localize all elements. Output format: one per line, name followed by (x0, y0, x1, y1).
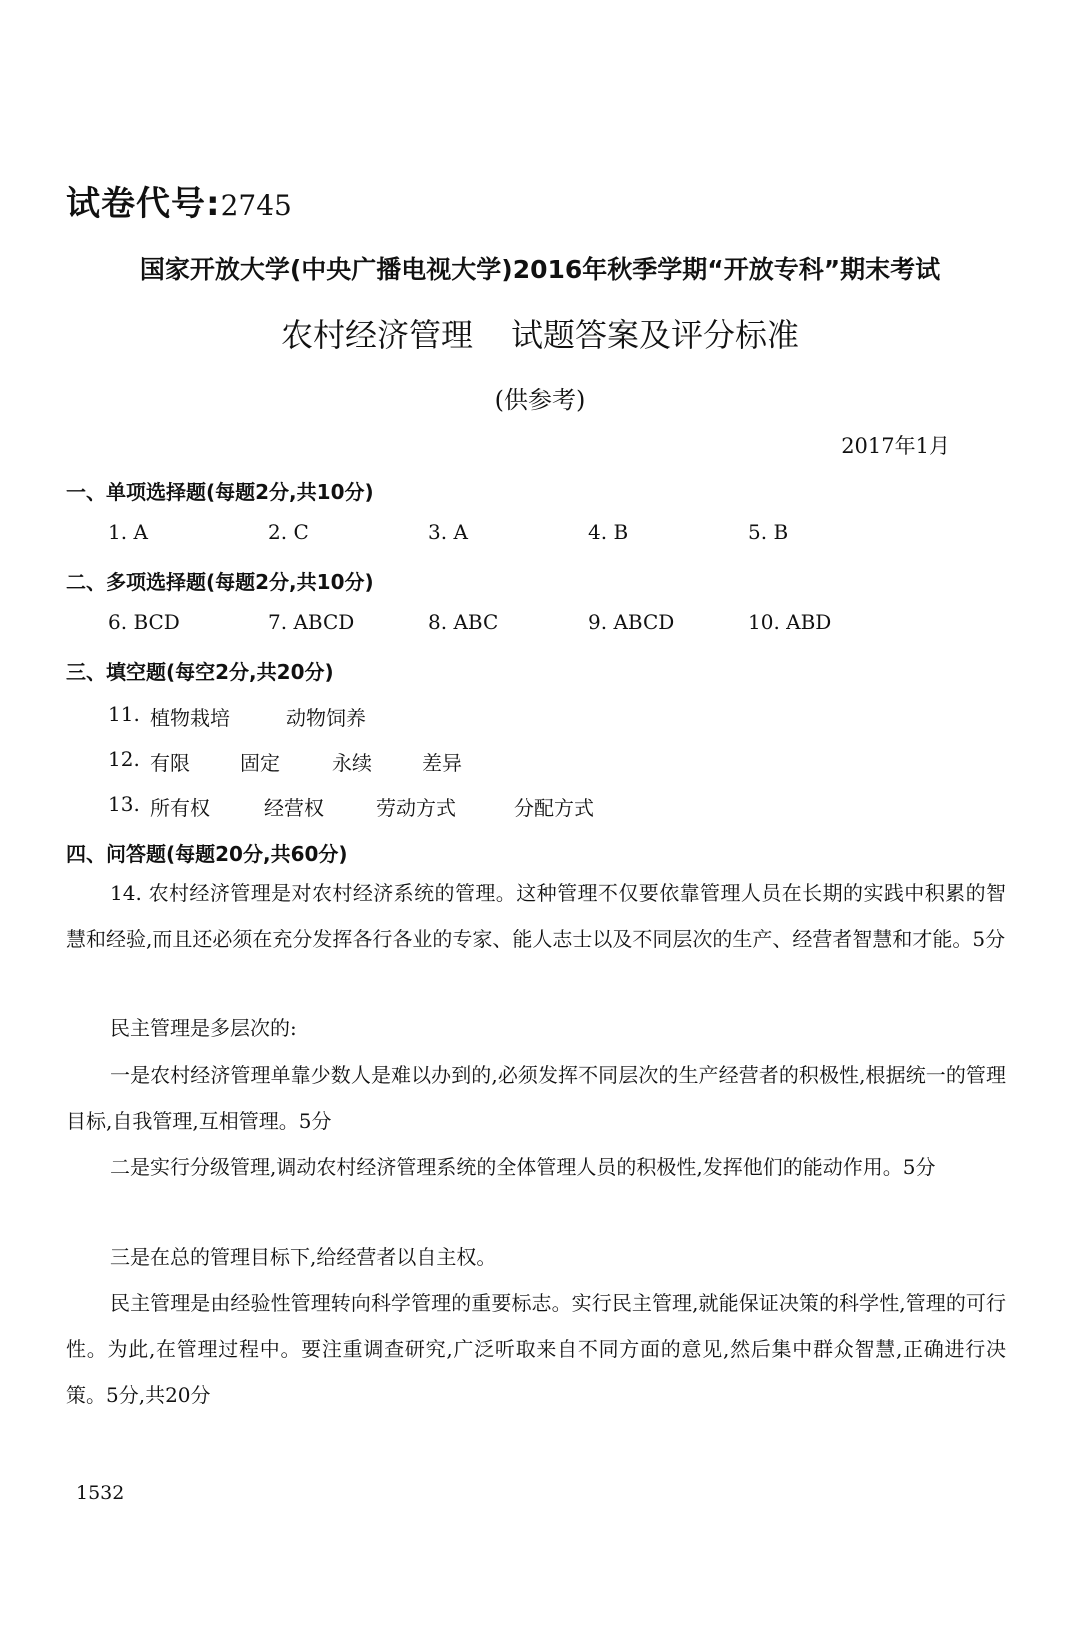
exam-date: 2017年1月 (841, 434, 950, 458)
section-heading-single-choice: 一、单项选择题(每题2分,共10分) (66, 480, 374, 504)
answer-item: 1. A (108, 520, 148, 544)
answer-item: 8. ABC (428, 610, 499, 634)
exam-title: 国家开放大学(中央广播电视大学)2016年秋季学期“开放专科”期末考试 (139, 255, 941, 284)
fill-answer: 劳动方式 (376, 796, 456, 820)
answer-item: 4. B (588, 520, 629, 544)
subject-name: 农村经济管理 (280, 316, 473, 354)
answer-item: 5. B (748, 520, 789, 544)
fill-answer: 动物饲养 (286, 706, 366, 730)
fill-answer: 所有权 (150, 796, 210, 820)
fill-question-number: 11. (108, 702, 140, 726)
essay-paragraph: 一是农村经济管理单靠少数人是难以办到的,必须发挥不同层次的生产经营者的积极性,根据统一的管理目标,自我管理,互相管理。5分 (66, 1063, 1006, 1133)
paper-code (66, 176, 292, 225)
essay-paragraph: 14. 农村经济管理是对农村经济系统的管理。这种管理不仅要依靠管理人员在长期的实践中积累的智慧和经验,而且还必须在充分发挥各行各业的专家、能人志士以及不同层次的生产、经营者智慧和才能。5分 (66, 881, 1006, 951)
essay-paragraph: 二是实行分级管理,调动农村经济管理系统的全体管理人员的积极性,发挥他们的能动作用。5分 (110, 1155, 936, 1179)
fill-answer: 差异 (422, 751, 462, 775)
essay-paragraph: 民主管理是多层次的: (110, 1016, 297, 1040)
section-heading-multiple-choice: 二、多项选择题(每题2分,共10分) (66, 570, 374, 594)
answer-item: 7. ABCD (268, 610, 355, 634)
answer-item: 3. A (428, 520, 468, 544)
fill-answer: 分配方式 (514, 796, 594, 820)
fill-answer: 永续 (332, 751, 372, 775)
fill-question-number: 13. (108, 792, 140, 816)
fill-answer: 有限 (150, 751, 190, 775)
fill-answer: 经营权 (264, 796, 324, 820)
answer-item: 10. ABD (748, 610, 832, 634)
subject-title (0, 310, 1080, 356)
essay-paragraph: 三是在总的管理目标下,给经营者以自主权。 (110, 1245, 497, 1269)
fill-question-number: 12. (108, 747, 140, 771)
paper-code-label: 试卷代号: (66, 184, 221, 224)
answer-item: 9. ABCD (588, 610, 675, 634)
answer-item: 2. C (268, 520, 309, 544)
essay-paragraph: 民主管理是由经验性管理转向科学管理的重要标志。实行民主管理,就能保证决策的科学性,管理的可行性。为此,在管理过程中。要注重调查研究,广泛听取来自不同方面的意见,然后集中群众智慧,正确进行决策。5分,共20分 (66, 1291, 1006, 1407)
section-heading-essay: 四、问答题(每题20分,共60分) (66, 842, 348, 866)
page-number: 1532 (76, 1482, 125, 1504)
section-heading-fill-blank: 三、填空题(每空2分,共20分) (66, 660, 334, 684)
document-type: 试题答案及评分标准 (511, 316, 800, 354)
fill-answer: 植物栽培 (150, 706, 230, 730)
answer-item: 6. BCD (108, 610, 180, 634)
reference-note: (供参考) (494, 386, 586, 414)
fill-answer: 固定 (240, 751, 280, 775)
paper-code-value: 2745 (220, 189, 292, 222)
